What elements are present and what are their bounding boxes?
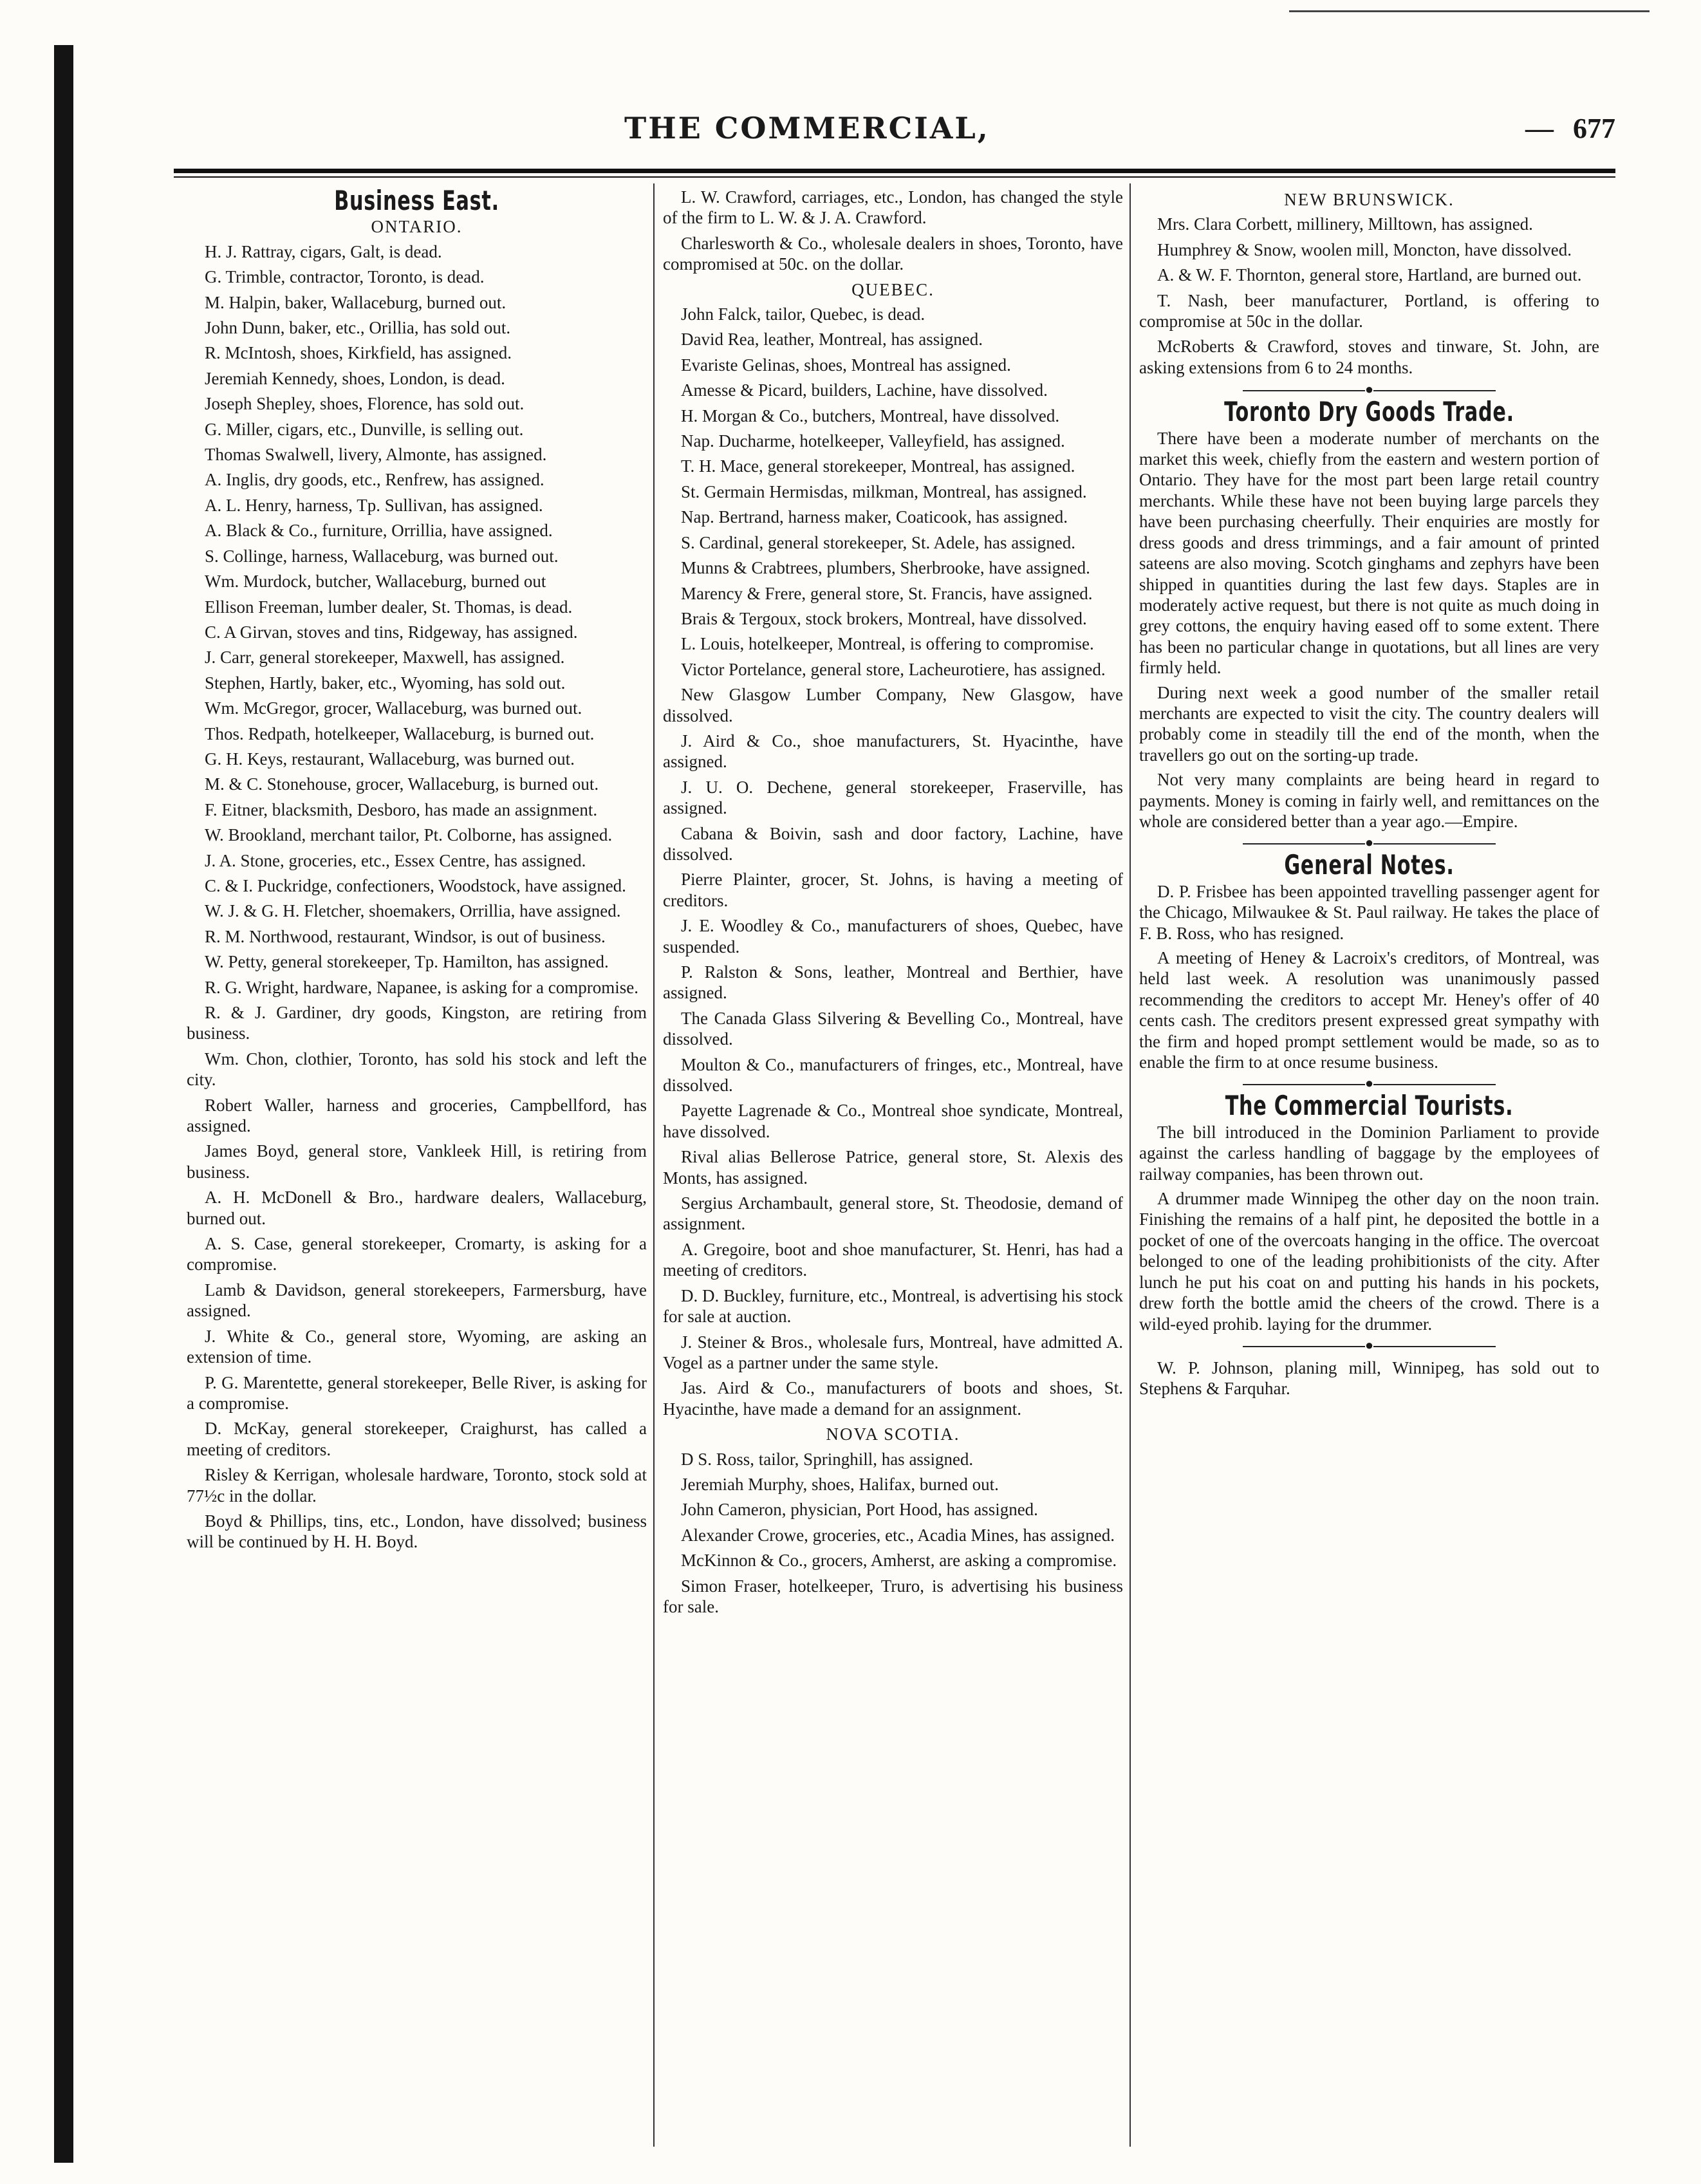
ornament-divider: ●	[1139, 1338, 1599, 1352]
quebec-list	[663, 304, 1123, 1419]
list-item: Brais & Tergoux, stock brokers, Montreal, have dissolved.	[681, 608, 1087, 628]
top-rule	[1289, 10, 1650, 12]
list-item: Amesse & Picard, builders, Lachine, have dissolved.	[681, 380, 1048, 400]
ontario-continued-list	[663, 187, 1123, 275]
list-item: M. & C. Stonehouse, grocer, Wallaceburg, is burned out.	[205, 774, 599, 794]
list-item: Pierre Plainter, grocer, St. Johns, is having a meeting of creditors.	[663, 870, 1123, 910]
dry-goods-article	[1139, 428, 1599, 832]
list-item: Rival alias Bellerose Patrice, general store, St. Alexis des Monts, has assigned.	[663, 1147, 1123, 1188]
list-item: R. M. Northwood, restaurant, Windsor, is out of business.	[205, 926, 606, 946]
list-item: Thos. Redpath, hotelkeeper, Wallaceburg, is burned out.	[205, 723, 595, 743]
list-item: Wm. McGregor, grocer, Wallaceburg, was burned out.	[205, 698, 582, 718]
list-item: J. Aird & Co., shoe manufacturers, St. Hyacinthe, have assigned.	[663, 731, 1123, 772]
list-item: L. W. Crawford, carriages, etc., London, has changed the style of the firm to L. W. & J. A. Crawford.	[663, 187, 1123, 228]
list-item: Victor Portelance, general store, Lacheurotiere, has assigned.	[681, 659, 1106, 679]
list-item: Wm. Murdock, butcher, Wallaceburg, burned out	[205, 572, 546, 592]
column-3	[1139, 187, 1599, 2143]
list-item: John Dunn, baker, etc., Orillia, has sold out.	[205, 318, 511, 338]
list-item: D. McKay, general storekeeper, Craighurst, has called a meeting of creditors.	[187, 1419, 647, 1459]
list-item: Jeremiah Kennedy, shoes, London, is dead.	[205, 368, 505, 388]
list-item: J. A. Stone, groceries, etc., Essex Centre, has assigned.	[205, 850, 586, 870]
list-item: Mrs. Clara Corbett, millinery, Milltown, has assigned.	[1157, 214, 1533, 234]
list-item: S. Cardinal, general storekeeper, St. Adele, has assigned.	[681, 532, 1075, 552]
list-item: Nap. Bertrand, harness maker, Coaticook, has assigned.	[681, 507, 1068, 527]
article-paragraph: Not very many complaints are being heard in regard to payments. Money is coming in fairly well, and remittances on the whole are considered better than a year ago.—Empire.	[1139, 770, 1599, 831]
list-item: G. Trimble, contractor, Toronto, is dead.	[205, 267, 485, 287]
list-item: St. Germain Hermisdas, milkman, Montreal, has assigned.	[681, 481, 1087, 501]
list-item: R. McIntosh, shoes, Kirkfield, has assigned.	[205, 343, 512, 363]
commercial-tourists-heading: The Commercial Tourists.	[1225, 1090, 1514, 1122]
list-item: Charlesworth & Co., wholesale dealers in shoes, Toronto, have compromised at 50c. on the dollar.	[663, 233, 1123, 274]
quebec-section-label: QUEBEC.	[851, 279, 934, 299]
list-item: J. E. Woodley & Co., manufacturers of shoes, Quebec, have suspended.	[663, 916, 1123, 957]
list-item: Munns & Crabtrees, plumbers, Sherbrooke, have assigned.	[681, 558, 1090, 578]
column-2	[663, 187, 1123, 2143]
ornament-divider: ●	[1139, 835, 1599, 850]
column-1	[187, 187, 647, 2143]
list-item: A. L. Henry, harness, Tp. Sullivan, has assigned.	[205, 495, 543, 515]
list-item: New Glasgow Lumber Company, New Glasgow, have dissolved.	[663, 685, 1123, 725]
list-item: P. G. Marentette, general storekeeper, Belle River, is asking for a compromise.	[187, 1372, 647, 1413]
list-item: Cabana & Boivin, sash and door factory, Lachine, have dissolved.	[663, 823, 1123, 864]
final-note: W. P. Johnson, planing mill, Winnipeg, has sold out to Stephens & Farquhar.	[1139, 1358, 1599, 1399]
list-item: Humphrey & Snow, woolen mill, Moncton, have dissolved.	[1157, 239, 1572, 259]
list-item: A. S. Case, general storekeeper, Cromarty, is asking for a compromise.	[187, 1234, 647, 1274]
list-item: Simon Fraser, hotelkeeper, Truro, is advertising his business for sale.	[663, 1576, 1123, 1616]
list-item: H. Morgan & Co., butchers, Montreal, have dissolved.	[681, 406, 1060, 425]
article-paragraph: During next week a good number of the smaller retail merchants are expected to visit the city. The country dealers will probably come in steadily till the end of the month, when the travellers go out on the sorting-up trade.	[1139, 682, 1599, 765]
general-notes-heading: General Notes.	[1284, 849, 1455, 881]
list-item: C. A Girvan, stoves and tins, Ridgeway, has assigned.	[205, 622, 578, 642]
list-item: C. & I. Puckridge, confectioners, Woodstock, have assigned.	[205, 875, 626, 895]
list-item: Moulton & Co., manufacturers of fringes, etc., Montreal, have dissolved.	[663, 1054, 1123, 1096]
list-item: Lamb & Davidson, general storekeepers, Farmersburg, have assigned.	[187, 1280, 647, 1321]
article-paragraph: A meeting of Heney & Lacroix's creditors, of Montreal, was held last week. A resolution was unanimously passed recommending the creditors to accept Mr. Heney's offer of 40 cents cash. The creditors present expressed great sympathy with the firm and hoped prompt settlement would be made, so as to enable the firm to at once resume business.	[1139, 948, 1599, 1072]
page-binding-edge	[54, 45, 73, 2163]
list-item: A. & W. F. Thornton, general store, Hartland, are burned out.	[1157, 265, 1582, 285]
list-item: Joseph Shepley, shoes, Florence, has sold out.	[205, 394, 525, 414]
list-item: James Boyd, general store, Vankleek Hill, is retiring from business.	[187, 1141, 647, 1182]
commercial-tourists-article	[1139, 1122, 1599, 1334]
header-rule-thick	[174, 169, 1615, 173]
dry-goods-heading: Toronto Dry Goods Trade.	[1224, 396, 1514, 428]
list-item: John Falck, tailor, Quebec, is dead.	[681, 304, 925, 324]
list-item: David Rea, leather, Montreal, has assigned.	[681, 330, 983, 350]
list-item: W. Brookland, merchant tailor, Pt. Colborne, has assigned.	[205, 825, 613, 845]
list-item: J. Carr, general storekeeper, Maxwell, has assigned.	[205, 648, 565, 667]
list-item: T. H. Mace, general storekeeper, Montreal, has assigned.	[681, 456, 1075, 476]
list-item: H. J. Rattray, cigars, Galt, is dead.	[205, 241, 442, 261]
list-item: J. White & Co., general store, Wyoming, are asking an extension of time.	[187, 1326, 647, 1367]
list-item: Alexander Crowe, groceries, etc., Acadia Mines, has assigned.	[681, 1525, 1115, 1545]
nova-scotia-section-label: NOVA SCOTIA.	[826, 1424, 960, 1444]
list-item: L. Louis, hotelkeeper, Montreal, is offering to compromise.	[681, 634, 1094, 654]
article-paragraph: A drummer made Winnipeg the other day on the noon train. Finishing the remains of a half pint, he deposited the bottle in a pocket of one of the overcoats hanging in the office. The overcoat belonged to one of the leading prohibitionists of the city. After lunch he put his coat on and putting his hands in his pockets, drew forth the bottle amid the cheers of the crowd. There is a wild-eyed prohib. laying for the drummer.	[1139, 1189, 1599, 1334]
masthead-title: THE COMMERCIAL,	[624, 111, 990, 145]
list-item: G. H. Keys, restaurant, Wallaceburg, was burned out.	[205, 749, 575, 769]
list-item: F. Eitner, blacksmith, Desboro, has made an assignment.	[205, 799, 598, 819]
list-item: Robert Waller, harness and groceries, Campbellford, has assigned.	[187, 1095, 647, 1136]
ornament-divider: ●	[1139, 1076, 1599, 1090]
list-item: D. D. Buckley, furniture, etc., Montreal, is advertising his stock for sale at auction.	[663, 1285, 1123, 1327]
list-item: W. Petty, general storekeeper, Tp. Hamilton, has assigned.	[205, 952, 609, 972]
nova-scotia-list	[663, 1449, 1123, 1618]
ontario-section-label: ONTARIO.	[371, 217, 463, 237]
list-item: A. Black & Co., furniture, Orrillia, have assigned.	[205, 521, 553, 541]
ontario-list	[187, 241, 647, 1553]
list-item: Jeremiah Murphy, shoes, Halifax, burned out.	[681, 1474, 999, 1494]
list-item: Stephen, Hartly, baker, etc., Wyoming, has sold out.	[205, 673, 566, 693]
list-item: R. & J. Gardiner, dry goods, Kingston, are retiring from business.	[187, 1003, 647, 1043]
list-item: P. Ralston & Sons, leather, Montreal and Berthier, have assigned.	[663, 962, 1123, 1003]
header-rule-thin	[174, 176, 1615, 178]
list-item: S. Collinge, harness, Wallaceburg, was burned out.	[205, 546, 559, 566]
page-header	[174, 111, 1615, 156]
page-number: — 677	[1525, 112, 1615, 145]
list-item: W. J. & G. H. Fletcher, shoemakers, Orrillia, have assigned.	[205, 901, 621, 921]
list-item: D S. Ross, tailor, Springhill, has assigned.	[681, 1449, 974, 1469]
article-paragraph: The bill introduced in the Dominion Parliament to provide against the carless handling of baggage by the employees of railway companies, has been thrown out.	[1139, 1122, 1599, 1184]
list-item: Boyd & Phillips, tins, etc., London, have dissolved; business will be continued by H. H. Boyd.	[187, 1511, 647, 1552]
column-divider	[1129, 183, 1131, 2147]
list-item: G. Miller, cigars, etc., Dunville, is selling out.	[205, 419, 524, 439]
new-brunswick-section-label: NEW BRUNSWICK.	[1284, 190, 1455, 209]
list-item: Risley & Kerrigan, wholesale hardware, Toronto, stock sold at 77½c in the dollar.	[187, 1465, 647, 1506]
list-item: J. Steiner & Bros., wholesale furs, Montreal, have admitted A. Vogel as a partner under the same style.	[663, 1332, 1123, 1372]
list-item: John Cameron, physician, Port Hood, has assigned.	[681, 1500, 1038, 1520]
list-item: A. Inglis, dry goods, etc., Renfrew, has assigned.	[205, 470, 544, 490]
list-item: Jas. Aird & Co., manufacturers of boots and shoes, St. Hyacinthe, have made a demand for an assignment.	[663, 1378, 1123, 1419]
list-item: A. H. McDonell & Bro., hardware dealers, Wallaceburg, burned out.	[187, 1188, 647, 1228]
list-item: Wm. Chon, clothier, Toronto, has sold his stock and left the city.	[187, 1049, 647, 1090]
ornament-divider: ●	[1139, 382, 1599, 397]
general-notes-article	[1139, 881, 1599, 1073]
article-paragraph: There have been a moderate number of merchants on the market this week, chiefly from the eastern and western portion of Ontario. They have for the most part been large retail country merchants. While these have not been buying large parcels they have been purchasing cheerfully. Their enquiries are mostly for dress goods and dress trimmings, and a fair amount of printed sateens are also moving. Scotch ginghams and zephyrs have been shipped in quantities during the last few days. Staples are in moderately active request, but there is not quite as much doing in grey cottons, the enquiry having eased off to some extent. There has been no particular change in quotations, but all lines are very firmly held.	[1139, 428, 1599, 678]
list-item: R. G. Wright, hardware, Napanee, is asking for a compromise.	[205, 977, 638, 997]
list-item: McRoberts & Crawford, stoves and tinware, St. John, are asking extensions from 6 to 24 months.	[1139, 337, 1599, 377]
new-brunswick-list	[1139, 214, 1599, 378]
list-item: Payette Lagrenade & Co., Montreal shoe syndicate, Montreal, have dissolved.	[663, 1101, 1123, 1141]
list-item: T. Nash, beer manufacturer, Portland, is offering to compromise at 50c in the dollar.	[1139, 290, 1599, 331]
column-divider	[653, 183, 655, 2147]
business-east-heading: Business East.	[334, 187, 499, 216]
list-item: Sergius Archambault, general store, St. Theodosie, demand of assignment.	[663, 1193, 1123, 1234]
list-item: Marency & Frere, general store, St. Francis, have assigned.	[681, 583, 1093, 603]
list-item: Nap. Ducharme, hotelkeeper, Valleyfield, has assigned.	[681, 431, 1065, 451]
list-item: M. Halpin, baker, Wallaceburg, burned out.	[205, 292, 507, 312]
list-item: Thomas Swalwell, livery, Almonte, has assigned.	[205, 445, 547, 465]
list-item: J. U. O. Dechene, general storekeeper, Fraserville, has assigned.	[663, 777, 1123, 818]
list-item: Evariste Gelinas, shoes, Montreal has assigned.	[681, 355, 1011, 375]
list-item: McKinnon & Co., grocers, Amherst, are asking a compromise.	[681, 1551, 1117, 1571]
list-item: Ellison Freeman, lumber dealer, St. Thomas, is dead.	[205, 597, 573, 617]
list-item: A. Gregoire, boot and shoe manufacturer, St. Henri, has had a meeting of creditors.	[663, 1239, 1123, 1280]
list-item: The Canada Glass Silvering & Bevelling Co., Montreal, have dissolved.	[663, 1008, 1123, 1049]
article-paragraph: D. P. Frisbee has been appointed travelling passenger agent for the Chicago, Milwaukee & St. Paul railway. He takes the place of F. B. Ross, who has resigned.	[1139, 881, 1599, 943]
